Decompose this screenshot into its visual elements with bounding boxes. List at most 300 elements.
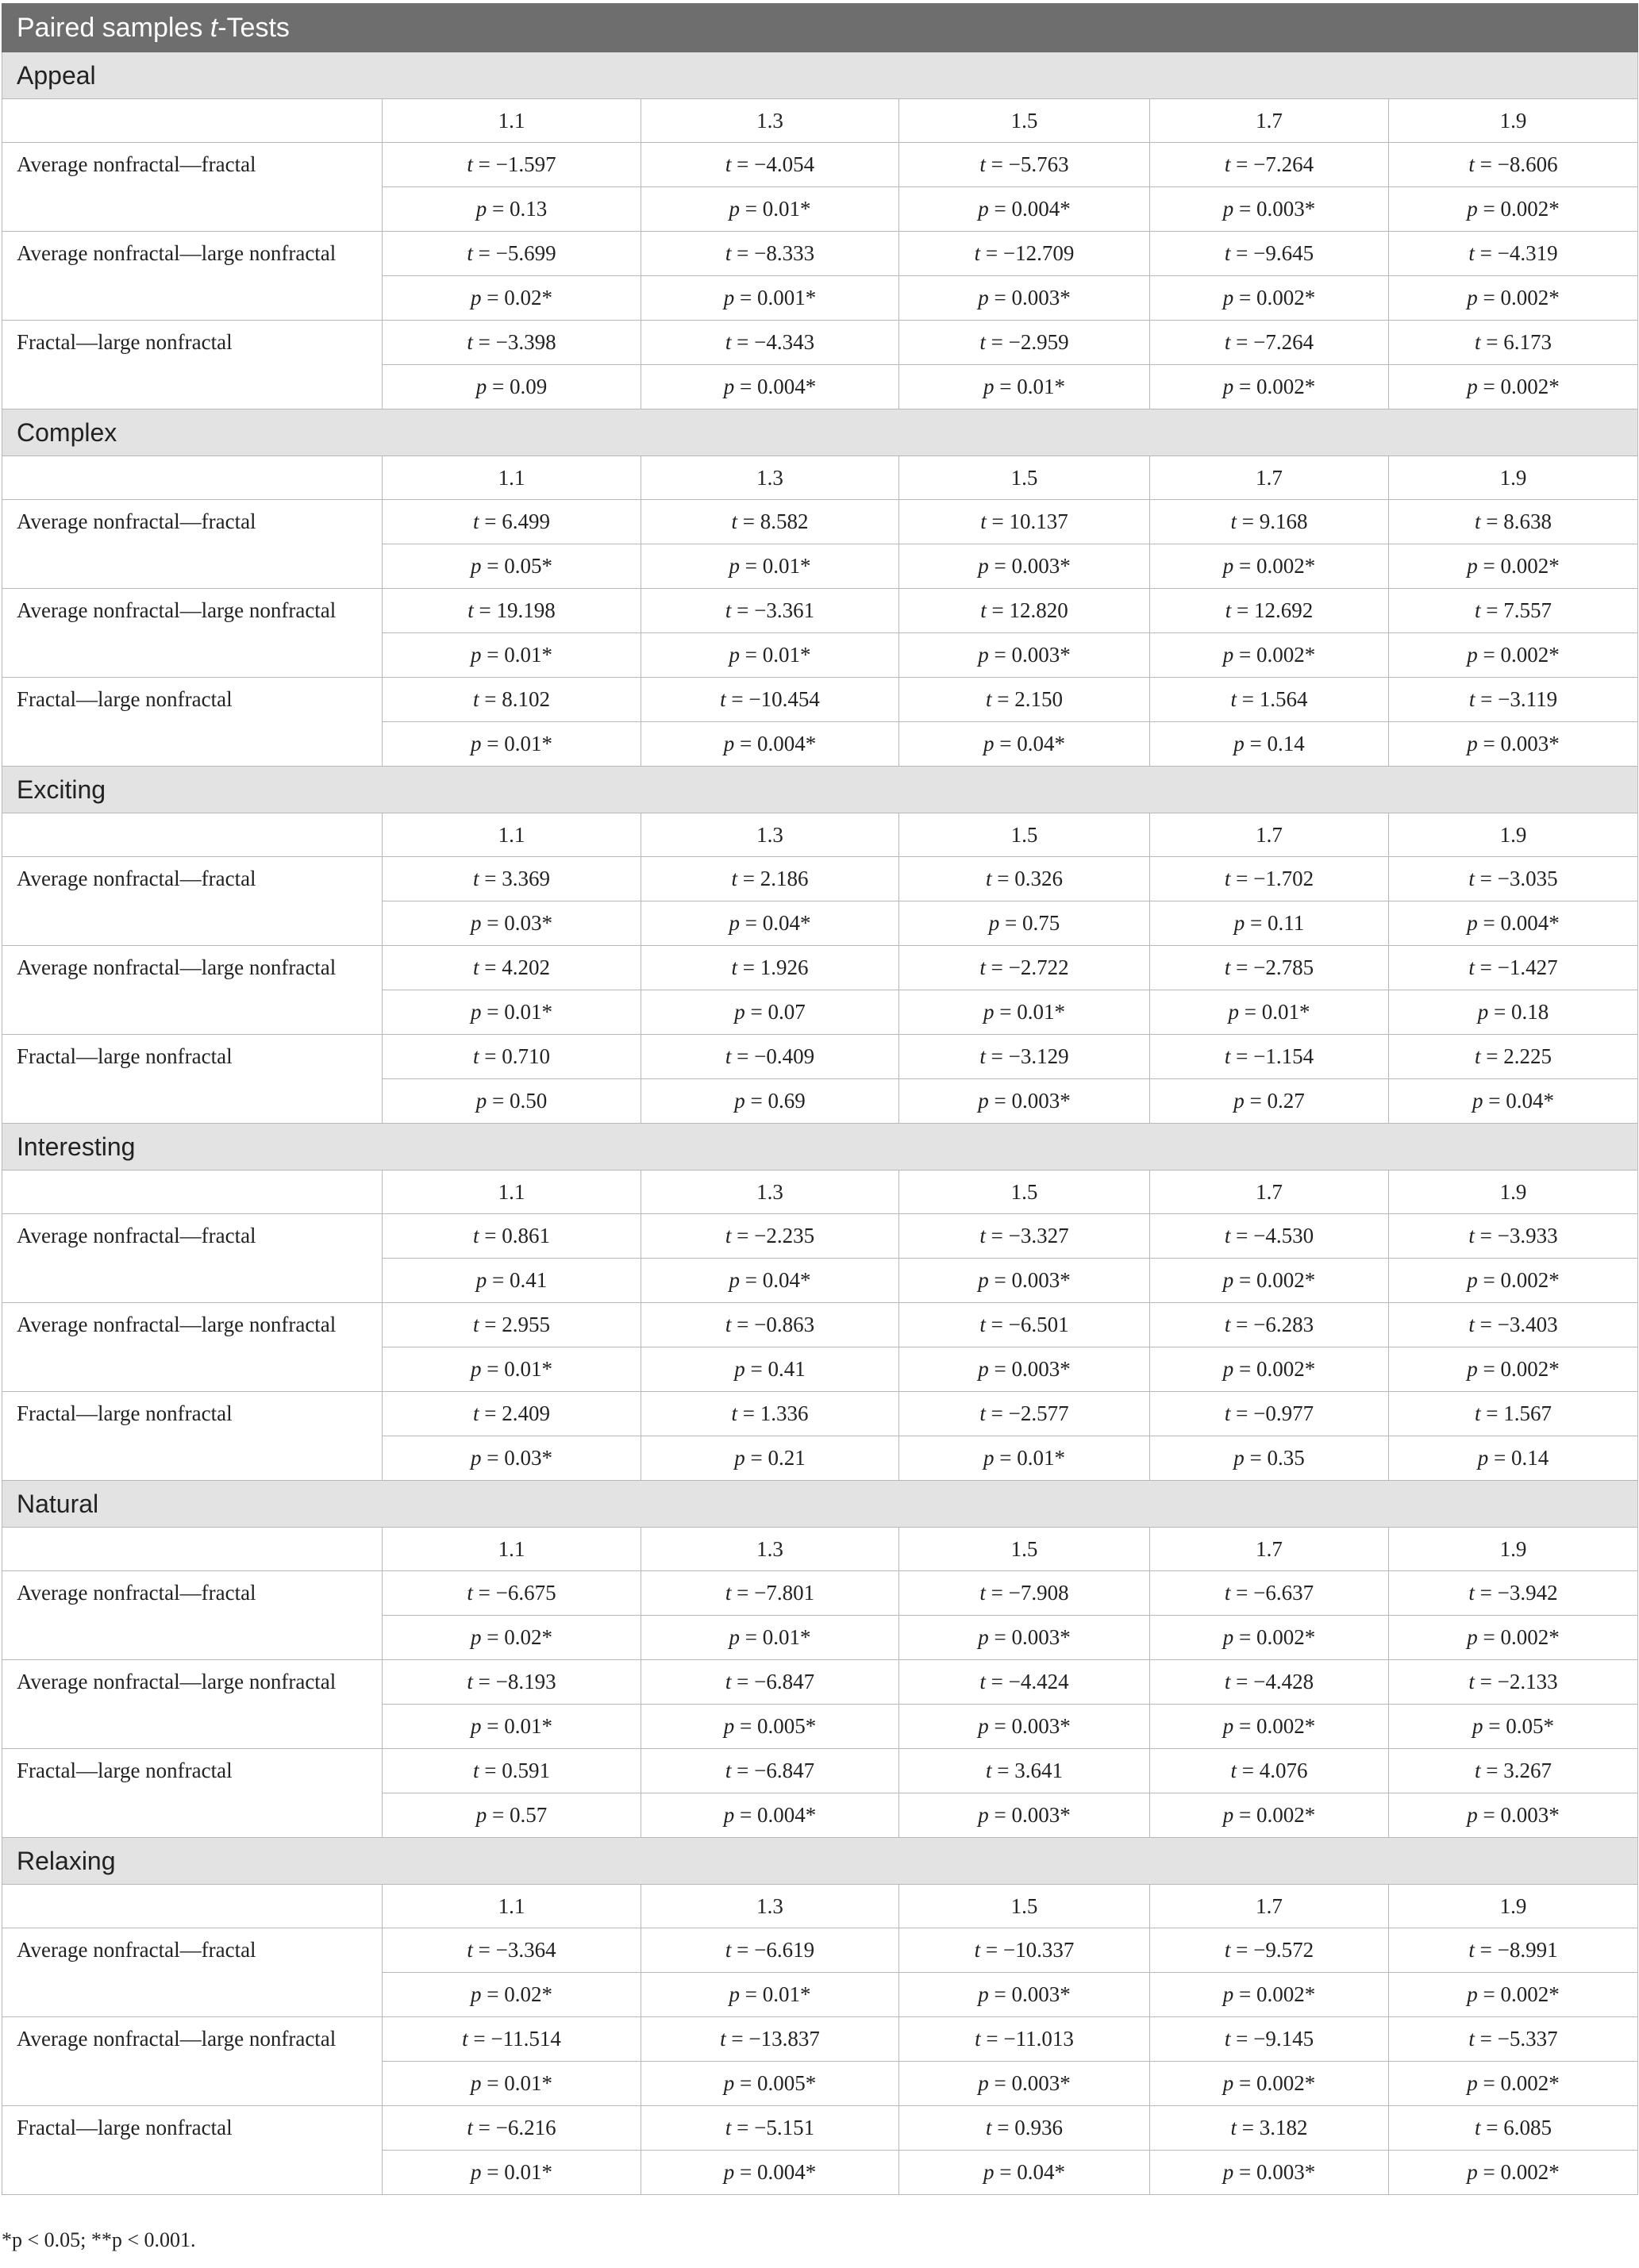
equals-sign: = — [731, 1581, 755, 1605]
t-symbol: t — [1224, 1401, 1231, 1425]
t-value-cell — [383, 2106, 641, 2151]
t-value-cell — [1389, 1749, 1638, 1793]
equals-sign: = — [472, 330, 496, 354]
column-header: 1.7 — [1150, 1171, 1389, 1214]
equals-sign: = — [1230, 1670, 1254, 1693]
column-header: 1.1 — [383, 99, 641, 143]
table-row — [2, 2017, 1638, 2062]
t-value-cell — [1389, 1392, 1638, 1436]
p-value: 0.002* — [1500, 643, 1560, 667]
equals-sign: = — [1230, 1938, 1254, 1962]
t-value-cell — [641, 589, 899, 633]
p-symbol: p — [471, 286, 482, 309]
equals-sign: = — [1474, 241, 1498, 265]
comparison-label: Fractal—large nonfractal — [2, 1749, 383, 1838]
t-value: −3.327 — [1008, 1224, 1069, 1247]
p-value-cell — [383, 1616, 641, 1660]
column-header: 1.1 — [383, 1171, 641, 1214]
equals-sign: = — [744, 1446, 768, 1470]
equals-sign: = — [479, 509, 502, 533]
t-value-cell — [1150, 1392, 1389, 1436]
p-value-cell — [1389, 1793, 1638, 1838]
t-value-cell — [641, 500, 899, 544]
equals-sign: = — [731, 152, 755, 176]
equals-sign: = — [467, 2027, 491, 2051]
t-symbol: t — [467, 2116, 473, 2139]
t-value: −0.409 — [754, 1044, 815, 1068]
p-symbol: p — [471, 643, 482, 667]
t-value: −11.514 — [491, 2027, 561, 2051]
equals-sign: = — [481, 732, 505, 755]
p-symbol: p — [471, 1357, 482, 1381]
equals-sign: = — [744, 1000, 768, 1024]
table-row — [2, 321, 1638, 365]
equals-sign: = — [988, 1714, 1012, 1738]
p-value-cell — [1150, 1793, 1389, 1838]
table-row — [2, 500, 1638, 544]
equals-sign: = — [1474, 2027, 1498, 2051]
comparison-label: Average nonfractal—fractal — [2, 1214, 383, 1303]
equals-sign: = — [1477, 375, 1501, 398]
p-value-cell — [899, 1259, 1150, 1303]
p-symbol: p — [1222, 2160, 1234, 2184]
p-value-cell — [383, 276, 641, 321]
table-footnote: *p < 0.05; **p < 0.001. — [2, 2228, 196, 2251]
equals-sign: = — [731, 2116, 755, 2139]
comparison-label: Average nonfractal—large nonfractal — [2, 1660, 383, 1749]
equals-sign: = — [487, 375, 510, 398]
t-symbol: t — [1468, 867, 1475, 890]
t-value-cell — [641, 143, 899, 187]
p-symbol: p — [723, 2160, 735, 2184]
t-value: 7.557 — [1503, 598, 1552, 622]
t-value-cell — [1150, 589, 1389, 633]
column-header-row — [2, 1528, 1638, 1571]
equals-sign: = — [994, 375, 1018, 398]
t-value: 0.591 — [502, 1759, 550, 1782]
t-value-cell — [1150, 1303, 1389, 1347]
p-symbol: p — [471, 2071, 482, 2095]
equals-sign: = — [985, 152, 1009, 176]
p-value: 0.03* — [504, 911, 552, 935]
t-symbol: t — [725, 2116, 732, 2139]
p-value-cell — [641, 1973, 899, 2017]
t-value-cell — [383, 1392, 641, 1436]
t-value-cell — [641, 1749, 899, 1793]
p-value: 0.01* — [762, 197, 811, 221]
p-value: 0.002* — [1500, 1357, 1560, 1381]
p-value: 0.002* — [1256, 286, 1316, 309]
equals-sign: = — [734, 2071, 757, 2095]
table-row — [2, 143, 1638, 187]
equals-sign: = — [737, 509, 760, 533]
t-symbol: t — [1475, 1044, 1481, 1068]
t-symbol: t — [1224, 2027, 1231, 2051]
equals-sign: = — [737, 955, 760, 979]
p-value-cell — [1389, 2151, 1638, 2195]
comparison-label: Fractal—large nonfractal — [2, 1035, 383, 1124]
t-value-cell — [641, 1214, 899, 1259]
t-value: 0.710 — [502, 1044, 550, 1068]
p-symbol: p — [1467, 286, 1478, 309]
t-value: −5.763 — [1008, 152, 1069, 176]
p-value: 0.003* — [1500, 1803, 1560, 1827]
t-value-cell — [899, 143, 1150, 187]
t-value-cell — [899, 1392, 1150, 1436]
p-value-cell — [1389, 365, 1638, 409]
section-row — [2, 1481, 1638, 1528]
equals-sign: = — [734, 375, 757, 398]
equals-sign: = — [734, 732, 757, 755]
section-row — [2, 1838, 1638, 1885]
p-symbol: p — [729, 1268, 740, 1292]
t-symbol: t — [725, 1224, 732, 1247]
p-symbol: p — [1477, 1446, 1489, 1470]
t-symbol: t — [725, 1313, 732, 1336]
comparison-label: Average nonfractal—large nonfractal — [2, 232, 383, 321]
equals-sign: = — [991, 1759, 1015, 1782]
comparison-label: Average nonfractal—fractal — [2, 1571, 383, 1660]
p-symbol: p — [978, 2071, 989, 2095]
equals-sign: = — [985, 1581, 1009, 1605]
p-value: 0.002* — [1256, 1357, 1316, 1381]
p-value: 0.004* — [756, 732, 817, 755]
equals-sign: = — [994, 2160, 1018, 2184]
equals-sign: = — [1244, 1089, 1268, 1113]
t-symbol: t — [725, 330, 732, 354]
t-symbol: t — [979, 1581, 986, 1605]
column-header-row — [2, 1885, 1638, 1928]
t-symbol: t — [1224, 955, 1231, 979]
equals-sign: = — [734, 1803, 757, 1827]
t-symbol: t — [979, 1401, 986, 1425]
equals-sign: = — [988, 1089, 1012, 1113]
p-value-cell — [899, 1793, 1150, 1838]
equals-sign: = — [991, 2116, 1015, 2139]
p-value: 0.002* — [1500, 286, 1560, 309]
comparison-label: Fractal—large nonfractal — [2, 1392, 383, 1481]
equals-sign: = — [1488, 1000, 1511, 1024]
p-value-cell — [641, 187, 899, 232]
equals-sign: = — [481, 1446, 505, 1470]
equals-sign: = — [988, 1803, 1012, 1827]
p-value: 0.01* — [504, 1714, 552, 1738]
t-value-cell — [641, 1571, 899, 1616]
table-title-row — [2, 4, 1638, 52]
p-symbol: p — [471, 1982, 482, 2006]
section-title: Interesting — [2, 1124, 1638, 1171]
t-symbol: t — [1230, 1759, 1237, 1782]
p-symbol: p — [1467, 197, 1478, 221]
comparison-label: Fractal—large nonfractal — [2, 678, 383, 767]
table-row — [2, 1571, 1638, 1616]
p-symbol: p — [983, 1446, 995, 1470]
equals-sign: = — [737, 867, 760, 890]
p-value: 0.002* — [1256, 1268, 1316, 1292]
t-symbol: t — [1468, 2027, 1475, 2051]
p-value: 0.04* — [1017, 732, 1065, 755]
p-symbol: p — [475, 197, 487, 221]
t-value: 10.137 — [1009, 509, 1068, 533]
p-value-cell — [1389, 2062, 1638, 2106]
p-value: 0.01* — [504, 1357, 552, 1381]
p-value-cell — [899, 365, 1150, 409]
equals-sign: = — [1237, 509, 1260, 533]
equals-sign: = — [734, 2160, 757, 2184]
p-symbol: p — [475, 375, 487, 398]
p-symbol: p — [729, 554, 740, 578]
t-symbol: t — [1475, 2116, 1481, 2139]
t-symbol: t — [731, 1401, 738, 1425]
table-row — [2, 1392, 1638, 1436]
p-value: 0.003* — [1011, 1625, 1071, 1649]
column-header: 1.7 — [1150, 456, 1389, 500]
t-value-cell — [1389, 232, 1638, 276]
table-row — [2, 1660, 1638, 1705]
equals-sign: = — [481, 2071, 505, 2095]
column-header: 1.9 — [1389, 1528, 1638, 1571]
p-value: 0.02* — [504, 286, 552, 309]
p-value-cell — [899, 276, 1150, 321]
equals-sign: = — [1233, 643, 1256, 667]
t-value-cell — [899, 232, 1150, 276]
t-value: 1.336 — [760, 1401, 809, 1425]
p-value-cell — [383, 2062, 641, 2106]
t-value-cell — [1150, 2106, 1389, 2151]
t-value-cell — [899, 589, 1150, 633]
t-value: −2.133 — [1497, 1670, 1558, 1693]
p-value-cell — [1389, 1079, 1638, 1124]
p-value-cell — [1150, 1079, 1389, 1124]
p-value-cell — [1150, 1347, 1389, 1392]
p-symbol: p — [471, 911, 482, 935]
p-value-cell — [641, 544, 899, 589]
p-value: 0.04* — [1506, 1089, 1554, 1113]
equals-sign: = — [1230, 1401, 1254, 1425]
p-value: 0.01* — [1261, 1000, 1310, 1024]
p-value-cell — [1389, 1705, 1638, 1749]
comparison-label: Average nonfractal—fractal — [2, 143, 383, 232]
t-symbol: t — [473, 867, 479, 890]
column-header-empty — [2, 456, 383, 500]
p-symbol: p — [1222, 375, 1234, 398]
p-value: 0.002* — [1256, 1982, 1316, 2006]
p-value-cell — [899, 1973, 1150, 2017]
equals-sign: = — [487, 1089, 510, 1113]
equals-sign: = — [991, 867, 1015, 890]
t-value-cell — [1389, 589, 1638, 633]
t-symbol: t — [473, 1224, 479, 1247]
p-value-cell — [383, 1436, 641, 1481]
t-symbol: t — [473, 955, 479, 979]
p-value: 0.002* — [1256, 1625, 1316, 1649]
t-value-cell — [899, 2106, 1150, 2151]
equals-sign: = — [731, 1224, 755, 1247]
column-header-empty — [2, 1885, 383, 1928]
equals-sign: = — [1477, 911, 1501, 935]
comparison-label: Average nonfractal—fractal — [2, 500, 383, 589]
p-symbol: p — [1222, 2071, 1234, 2095]
p-value: 0.09 — [509, 375, 548, 398]
p-symbol: p — [471, 1625, 482, 1649]
p-value: 0.01* — [504, 1000, 552, 1024]
p-value: 0.002* — [1500, 2160, 1560, 2184]
p-symbol: p — [978, 1982, 989, 2006]
equals-sign: = — [1230, 1313, 1254, 1336]
section-row — [2, 52, 1638, 99]
equals-sign: = — [1483, 1714, 1506, 1738]
t-symbol: t — [731, 509, 738, 533]
equals-sign: = — [740, 643, 763, 667]
t-value: 1.564 — [1259, 687, 1308, 711]
t-value: −7.264 — [1253, 152, 1314, 176]
t-value-cell — [383, 678, 641, 722]
t-value-cell — [383, 946, 641, 990]
t-value: 3.369 — [502, 867, 550, 890]
t-value: −8.193 — [495, 1670, 556, 1693]
t-symbol: t — [1468, 1670, 1475, 1693]
p-symbol: p — [1222, 643, 1234, 667]
p-symbol: p — [723, 732, 735, 755]
equals-sign: = — [1233, 1982, 1256, 2006]
equals-sign: = — [980, 2027, 1004, 2051]
equals-sign: = — [725, 687, 749, 711]
p-value: 0.001* — [756, 286, 817, 309]
t-value-cell — [1150, 678, 1389, 722]
equals-sign: = — [994, 1446, 1018, 1470]
column-header: 1.3 — [641, 1528, 899, 1571]
p-value-cell — [641, 1347, 899, 1392]
p-value-cell — [899, 2062, 1150, 2106]
t-symbol: t — [725, 1581, 732, 1605]
equals-sign: = — [999, 911, 1022, 935]
column-header: 1.7 — [1150, 813, 1389, 857]
paired-t-tests-table — [2, 3, 1638, 2195]
equals-sign: = — [731, 1044, 755, 1068]
p-value-cell — [1150, 1705, 1389, 1749]
t-value: −2.785 — [1253, 955, 1314, 979]
t-symbol: t — [467, 1581, 473, 1605]
equals-sign: = — [1233, 2071, 1256, 2095]
equals-sign: = — [731, 241, 755, 265]
p-value: 0.04* — [762, 911, 811, 935]
t-value: 9.168 — [1259, 509, 1308, 533]
equals-sign: = — [985, 330, 1009, 354]
p-value: 0.05* — [504, 554, 552, 578]
equals-sign: = — [1237, 687, 1260, 711]
p-value-cell — [641, 901, 899, 946]
t-value: −9.572 — [1253, 1938, 1314, 1962]
title-suffix: -Tests — [217, 12, 290, 43]
t-symbol: t — [467, 1670, 473, 1693]
equals-sign: = — [1477, 286, 1501, 309]
equals-sign: = — [479, 1224, 502, 1247]
p-symbol: p — [978, 1089, 989, 1113]
equals-sign: = — [740, 1625, 763, 1649]
p-symbol: p — [723, 375, 735, 398]
t-symbol: t — [979, 1313, 986, 1336]
column-header: 1.1 — [383, 813, 641, 857]
p-value-cell — [641, 1616, 899, 1660]
p-symbol: p — [978, 1714, 989, 1738]
t-value-cell — [1389, 500, 1638, 544]
column-header: 1.7 — [1150, 99, 1389, 143]
t-symbol: t — [986, 2116, 992, 2139]
equals-sign: = — [1237, 2116, 1260, 2139]
t-value: −3.364 — [495, 1938, 556, 1962]
t-symbol: t — [467, 241, 473, 265]
p-value-cell — [899, 544, 1150, 589]
equals-sign: = — [986, 509, 1010, 533]
p-symbol: p — [1472, 1089, 1483, 1113]
t-symbol: t — [1475, 598, 1481, 622]
column-header-row — [2, 813, 1638, 857]
t-symbol: t — [725, 1044, 732, 1068]
t-value-cell — [899, 946, 1150, 990]
p-symbol: p — [1467, 1982, 1478, 2006]
t-value-cell — [641, 1035, 899, 1079]
t-value: −6.675 — [495, 1581, 556, 1605]
p-value: 0.04* — [1017, 2160, 1065, 2184]
equals-sign: = — [1480, 1759, 1504, 1782]
column-header: 1.5 — [899, 1885, 1150, 1928]
p-value-cell — [641, 633, 899, 678]
p-value-cell — [899, 2151, 1150, 2195]
p-value-cell — [383, 1705, 641, 1749]
table-row — [2, 1035, 1638, 1079]
t-value-cell — [1389, 1035, 1638, 1079]
p-value-cell — [383, 187, 641, 232]
p-symbol: p — [978, 643, 989, 667]
t-value-cell — [641, 946, 899, 990]
t-value: 2.409 — [502, 1401, 550, 1425]
equals-sign: = — [1233, 1268, 1256, 1292]
column-header-row — [2, 1171, 1638, 1214]
t-symbol: t — [473, 1759, 479, 1782]
t-value: −4.319 — [1497, 241, 1558, 265]
equals-sign: = — [1233, 1357, 1256, 1381]
equals-sign: = — [1237, 1759, 1260, 1782]
t-symbol: t — [980, 509, 987, 533]
p-symbol: p — [1222, 1625, 1234, 1649]
p-value-cell — [641, 722, 899, 767]
t-value-cell — [383, 1303, 641, 1347]
equals-sign: = — [1244, 1446, 1268, 1470]
p-value: 0.003* — [1011, 2071, 1071, 2095]
p-symbol: p — [1233, 1446, 1245, 1470]
equals-sign: = — [472, 1670, 496, 1693]
t-value: −8.991 — [1497, 1938, 1558, 1962]
table-row — [2, 946, 1638, 990]
p-symbol: p — [1233, 1089, 1245, 1113]
t-value-cell — [899, 1035, 1150, 1079]
column-header-empty — [2, 1528, 383, 1571]
p-symbol: p — [983, 732, 995, 755]
column-header: 1.5 — [899, 813, 1150, 857]
t-value: −4.424 — [1008, 1670, 1069, 1693]
t-value: −2.577 — [1008, 1401, 1069, 1425]
t-symbol: t — [1230, 687, 1237, 711]
t-value-cell — [899, 1214, 1150, 1259]
equals-sign: = — [988, 197, 1012, 221]
t-value: −6.847 — [754, 1759, 815, 1782]
equals-sign: = — [1474, 1224, 1498, 1247]
t-value: −3.403 — [1497, 1313, 1558, 1336]
p-value: 0.69 — [768, 1089, 806, 1113]
p-value-cell — [1389, 722, 1638, 767]
t-symbol: t — [980, 598, 987, 622]
p-value: 0.002* — [1500, 1268, 1560, 1292]
